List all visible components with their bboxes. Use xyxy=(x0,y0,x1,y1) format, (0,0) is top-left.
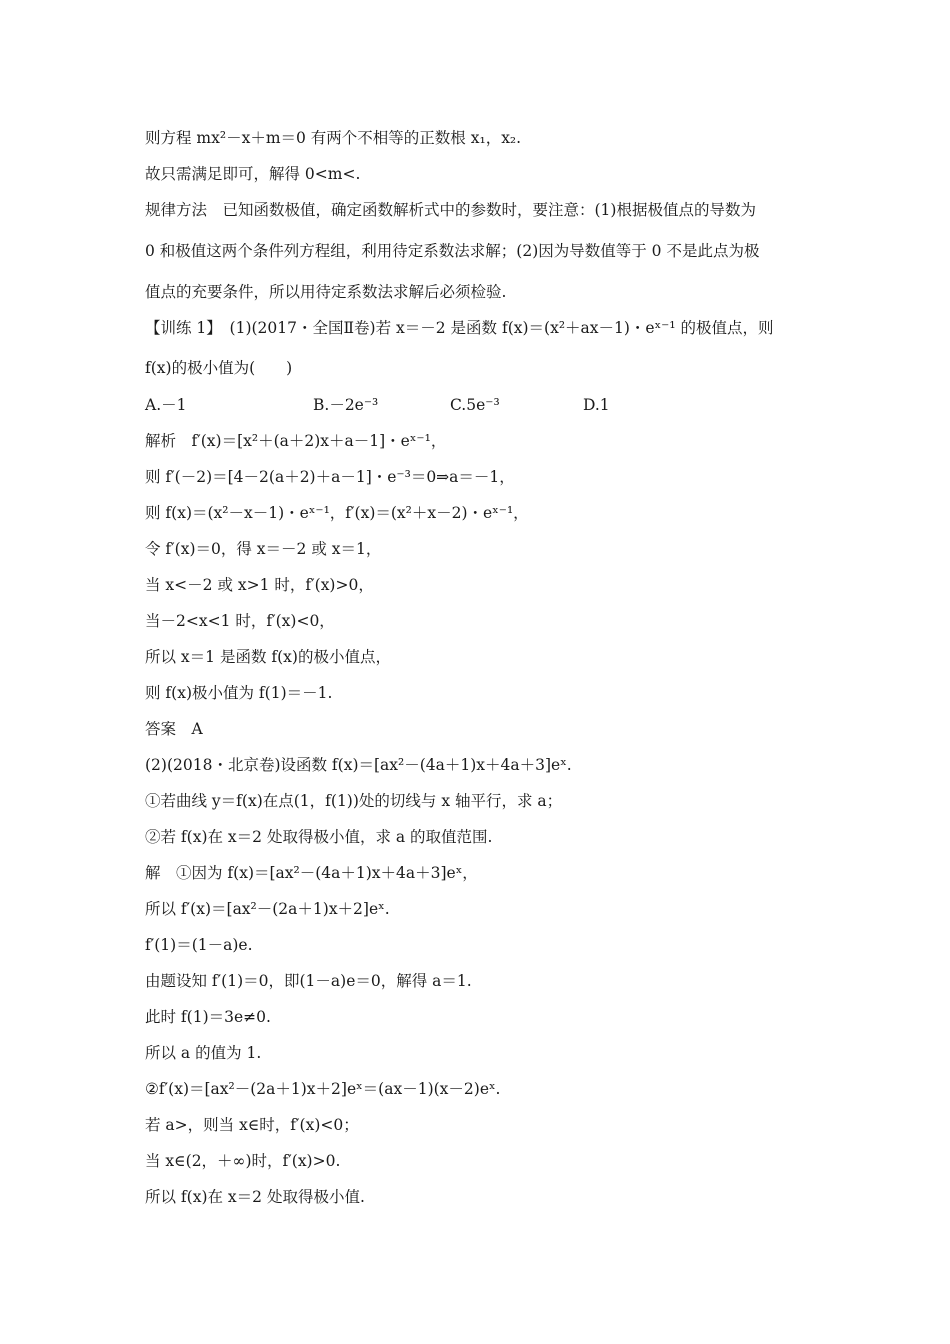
option-d: D.1 xyxy=(583,396,610,414)
text-line: 则方程 mx²－x＋m＝0 有两个不相等的正数根 x₁，x₂. xyxy=(145,129,522,147)
option-a: A.－1 xyxy=(145,396,187,414)
text-line: 0 和极值这两个条件列方程组，利用待定系数法求解；(2)因为导数值等于 0 不是此点为极 xyxy=(145,242,760,260)
text-line: ②若 f(x)在 x＝2 处取得极小值，求 a 的取值范围. xyxy=(145,828,493,846)
text-line: f′(1)＝(1－a)e. xyxy=(145,936,253,954)
text-line: 则 f′(－2)＝[4－2(a＋2)＋a－1]・e⁻³＝0⇒a＝－1， xyxy=(145,468,515,486)
text-line: 【训练 1】 (1)(2017・全国Ⅱ卷)若 x＝－2 是函数 f(x)＝(x²＋ax－1)・eˣ⁻¹ 的极值点，则 xyxy=(145,319,774,337)
text-line: ①若曲线 y＝f(x)在点(1，f(1))处的切线与 x 轴平行，求 a； xyxy=(145,792,563,810)
text-line: 令 f′(x)＝0，得 x＝－2 或 x＝1， xyxy=(145,540,382,558)
text-line: 当 x∈(2，＋∞)时，f′(x)>0. xyxy=(145,1152,341,1170)
text-line: 所以 f′(x)＝[ax²－(2a＋1)x＋2]eˣ. xyxy=(145,900,390,918)
text-line: 所以 x＝1 是函数 f(x)的极小值点， xyxy=(145,648,391,666)
text-line: ②f′(x)＝[ax²－(2a＋1)x＋2]eˣ＝(ax－1)(x－2)eˣ. xyxy=(145,1080,501,1098)
text-line: 所以 a 的值为 1. xyxy=(145,1044,262,1062)
text-line: 由题设知 f′(1)＝0，即(1－a)e＝0，解得 a＝1. xyxy=(145,972,472,990)
option-b: B.－2e⁻³ xyxy=(313,396,379,414)
text-line: f(x)的极小值为( ) xyxy=(145,359,293,377)
option-c: C.5e⁻³ xyxy=(450,396,500,414)
text-line: 则 f(x)极小值为 f(1)＝－1. xyxy=(145,684,333,702)
text-line: 则 f(x)＝(x²－x－1)・eˣ⁻¹，f′(x)＝(x²＋x－2)・eˣ⁻¹， xyxy=(145,504,529,522)
text-line: 当－2<x<1 时，f′(x)<0， xyxy=(145,612,335,630)
text-line: 故只需满足即可，解得 0<m<. xyxy=(145,165,361,183)
text-line: 此时 f(1)＝3e≠0. xyxy=(145,1008,271,1026)
text-line: 当 x<－2 或 x>1 时，f′(x)>0， xyxy=(145,576,374,594)
text-line: 若 a>，则当 x∈时，f′(x)<0； xyxy=(145,1116,359,1134)
answer-line: 答案 A xyxy=(145,720,203,738)
text-line: 值点的充要条件，所以用待定系数法求解后必须检验. xyxy=(145,283,507,301)
text-line: 规律方法 已知函数极值，确定函数解析式中的参数时，要注意：(1)根据极值点的导数为 xyxy=(145,201,756,219)
text-line: 所以 f(x)在 x＝2 处取得极小值. xyxy=(145,1188,365,1206)
text-line: 解析 f′(x)＝[x²＋(a＋2)x＋a－1]・eˣ⁻¹， xyxy=(145,432,447,450)
text-line: 解 ①因为 f(x)＝[ax²－(4a＋1)x＋4a＋3]eˣ， xyxy=(145,864,478,882)
text-line: (2)(2018・北京卷)设函数 f(x)＝[ax²－(4a＋1)x＋4a＋3]eˣ. xyxy=(145,756,572,774)
